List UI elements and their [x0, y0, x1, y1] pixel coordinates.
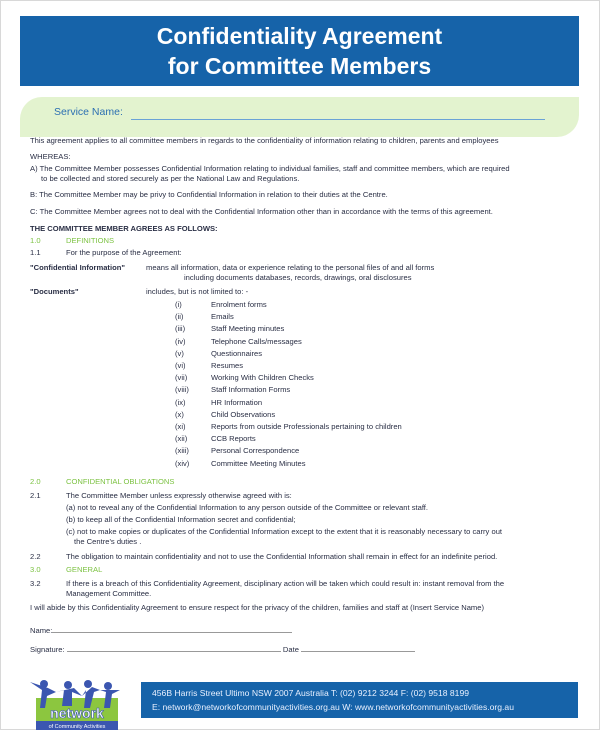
name-label: Name: — [30, 626, 53, 635]
section-3-2-text: If there is a breach of this Confidentiality Agreement, disciplinary action will be taken which could result in: instant removal from the — [66, 579, 505, 588]
signature-label: Signature: — [30, 645, 65, 654]
section-3-num: 3.0 — [30, 565, 41, 574]
clause-c: C: The Committee Member agrees not to deal with the Confidential Information other than in accordance with the terms of this agreement. — [30, 207, 493, 216]
section-2-2-text: The obligation to maintain confidentiality and not to use the Confidential Information shall remain in effect for an indefinite period. — [66, 552, 498, 561]
section-1-title: DEFINITIONS — [66, 236, 115, 245]
document-item-number: (iii) — [175, 324, 186, 334]
footer-address: 456B Harris Street Ultimo NSW 2007 Australia T: (02) 9212 3244 F: (02) 9518 8199 — [152, 688, 470, 698]
document-item-number: (v) — [175, 348, 184, 358]
title-line-2: for Committee Members — [167, 53, 432, 79]
section-3-2-cont: Management Committee. — [66, 589, 152, 598]
service-name-label: Service Name: — [54, 106, 123, 118]
section-2-1-c-cont: the Centre's duties . — [74, 537, 142, 546]
document-item: Working With Children Checks — [211, 373, 314, 383]
document-item: Reports from outside Professionals pertaining to children — [211, 422, 402, 431]
document-item: Enrolment forms — [211, 300, 267, 309]
section-3-title: GENERAL — [66, 565, 103, 574]
network-logo — [28, 678, 121, 730]
date-field[interactable] — [301, 651, 415, 652]
term-confidential-information: "Confidential Information" — [30, 263, 125, 272]
def-confidential-information: means all information, data or experience relating to the personal files of and all forms — [146, 263, 435, 272]
footer-web-email: E: network@networkofcommunityactivities.org.au W: www.networkofcommunityactivities.org.au — [152, 702, 514, 712]
service-name-field[interactable] — [131, 119, 545, 120]
signature-field[interactable] — [67, 651, 281, 652]
document-item-number: (viii) — [175, 385, 189, 395]
section-2-num: 2.0 — [30, 477, 41, 486]
document-item: Telephone Calls/messages — [211, 336, 302, 346]
clause-b: B: The Committee Member may be privy to Confidential Information in relation to their duties at the Centre. — [30, 190, 388, 199]
document-item-number: (ii) — [175, 312, 184, 322]
def-documents: includes, but is not limited to: - — [146, 287, 249, 296]
document-item: Staff Information Forms — [211, 385, 291, 395]
document-item-number: (xiv) — [175, 458, 190, 468]
section-3-2-num: 3.2 — [30, 579, 41, 588]
intro-text: This agreement applies to all committee members in regards to the confidentiality of information relating to children, parents and employees — [30, 136, 499, 145]
section-2-1-c: (c) not to make copies or duplicates of the Confidential Information except to the extent that it is reasonably necessary to carry out — [66, 527, 503, 536]
footer-contact-bar — [141, 682, 578, 718]
document-item-number: (xi) — [175, 422, 186, 431]
document-title — [20, 16, 579, 86]
def-confidential-information-cont: including documents databases, records, drawings, oral disclosures — [184, 273, 412, 282]
document-item-number: (xiii) — [175, 446, 189, 456]
section-2-1-num: 2.1 — [30, 491, 41, 500]
section-2-title: CONFIDENTIAL OBLIGATIONS — [66, 477, 175, 486]
name-field[interactable] — [52, 632, 292, 633]
document-item-number: (xii) — [175, 434, 188, 444]
section-1-1-text: For the purpose of the Agreement: — [66, 248, 182, 257]
document-item: Child Observations — [211, 409, 276, 419]
section-1-1-num: 1.1 — [30, 248, 41, 257]
clause-a: A) The Committee Member possesses Confidential Information relating to individual families, staff and committee members, which are required — [30, 164, 510, 173]
section-2-1-text: The Committee Member unless expressly otherwise agreed with is: — [66, 491, 292, 500]
children-figures-icon — [28, 678, 121, 730]
document-item: Staff Meeting minutes — [211, 324, 285, 334]
whereas-heading: WHEREAS: — [30, 152, 71, 161]
document-item: Emails — [211, 312, 234, 322]
title-line-1: Confidentiality Agreement — [156, 23, 443, 49]
document-item-number: (i) — [175, 300, 182, 309]
document-item: HR Information — [211, 397, 263, 407]
clause-a-cont: to be collected and stored securely as per the National Law and Regulations. — [41, 174, 300, 183]
section-2-1-b: (b) to keep all of the Confidential Information secret and confidential; — [66, 515, 296, 524]
section-1-num: 1.0 — [30, 236, 41, 245]
date-label: Date — [282, 645, 299, 654]
section-2-2-num: 2.2 — [30, 552, 41, 561]
name-row — [30, 626, 292, 636]
document-item: Questionnaires — [211, 348, 263, 358]
abide-statement: I will abide by this Confidentiality Agreement to ensure respect for the privacy of the children, families and staff at (Insert Service Name) — [30, 603, 485, 612]
document-item: Personal Correspondence — [211, 446, 300, 456]
section-2-1-a: (a) not to reveal any of the Confidential Information to any person outside of the Committee or relevant staff. — [66, 503, 429, 512]
document-item-number: (ix) — [175, 397, 186, 407]
document-item-number: (vi) — [175, 361, 186, 370]
svg-text:network: network — [50, 705, 104, 721]
document-item-number: (x) — [175, 409, 184, 419]
document-item: Resumes — [211, 361, 244, 370]
signature-row — [30, 645, 415, 655]
agrees-heading: THE COMMITTEE MEMBER AGREES AS FOLLOWS: — [30, 224, 218, 233]
service-name-band — [20, 97, 579, 137]
document-item: Committee Meeting Minutes — [211, 458, 306, 468]
term-documents: "Documents" — [30, 287, 79, 296]
document-item-number: (iv) — [175, 336, 186, 346]
svg-text:of Community Activities: of Community Activities — [48, 724, 106, 730]
document-item: CCB Reports — [211, 434, 256, 444]
document-item-number: (vii) — [175, 373, 188, 383]
